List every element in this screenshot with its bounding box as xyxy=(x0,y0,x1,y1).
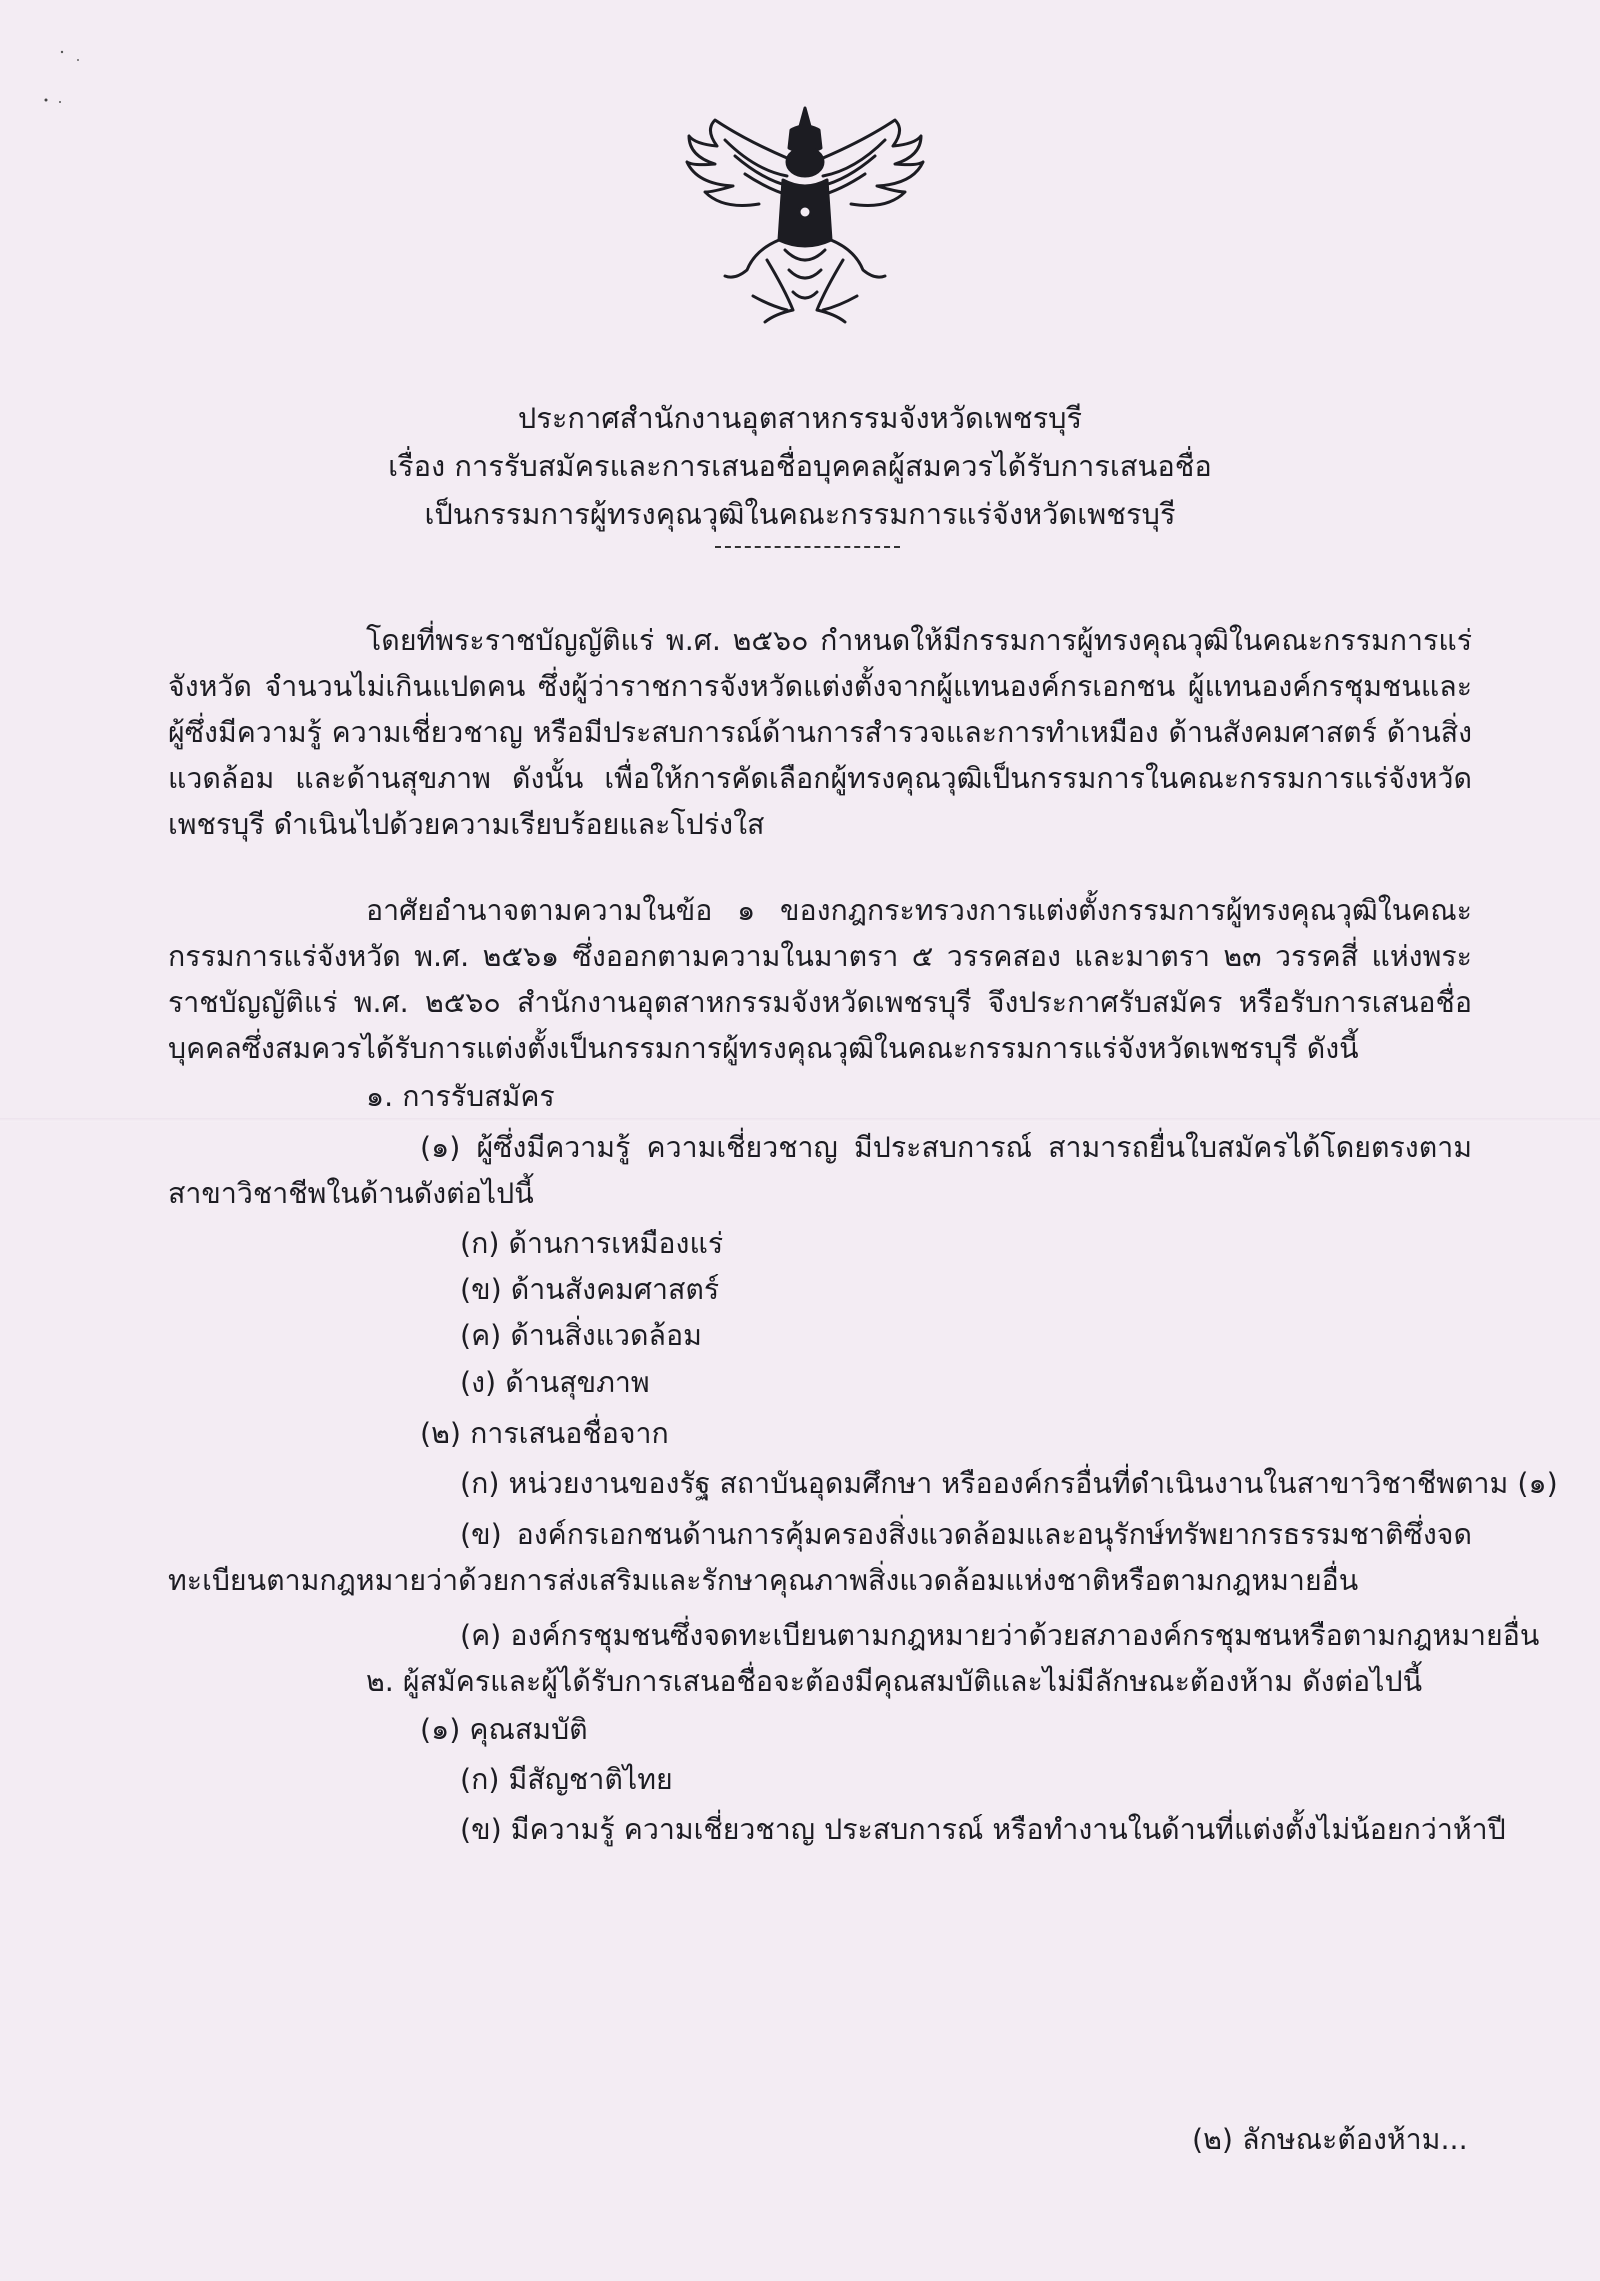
paragraph-preamble: โดยที่พระราชบัญญัติแร่ พ.ศ. ๒๕๖๐ กำหนดให้มีกรรมการผู้ทรงคุณวุฒิในคณะกรรมการแร่จังหวัด จำนวนไม่เกินแปดคน ซึ่งผู้ว่าราชการจังหวัดแต่งตั้งจากผู้แทนองค์กรเอกชน ผู้แทนองค์กรชุมชนและผู้ซึ่งมีความรู้ ความเชี่ยวชาญ หรือมีประสบการณ์ด้านการสำรวจและการทำเหมือง ด้านสังคมศาสตร์ ด้านสิ่งแวดล้อม และด้านสุขภาพ ดังนั้น เพื่อให้การคัดเลือกผู้ทรงคุณวุฒิเป็นกรรมการในคณะกรรมการแร่จังหวัดเพชรบุรี ดำเนินไปด้วยความเรียบร้อยและโปร่งใส xyxy=(168,624,1472,841)
paragraph-authority: อาศัยอำนาจตามความในข้อ ๑ ของกฎกระทรวงการแต่งตั้งกรรมการผู้ทรงคุณวุฒิในคณะกรรมการแร่จังหวัด พ.ศ. ๒๕๖๑ ซึ่งออกตามความในมาตรา ๕ วรรคสอง และมาตรา ๒๓ วรรคสี่ แห่งพระราชบัญญัติแร่ พ.ศ. ๒๕๖๐ สำนักงานอุตสาหกรรมจังหวัดเพชรบุรี จึงประกาศรับสมัคร หรือรับการเสนอชื่อบุคคลซึ่งสมควรได้รับการแต่งตั้งเป็นกรรมการผู้ทรงคุณวุฒิในคณะกรรมการแร่จังหวัดเพชรบุรี ดังนี้ xyxy=(168,894,1472,1065)
announcement-title: ประกาศสำนักงานอุตสาหกรรมจังหวัดเพชรบุรี xyxy=(517,401,1083,435)
item-1-2-c: (ค) องค์กรชุมชนซึ่งจดทะเบียนตามกฎหมายว่าด้วยสภาองค์กรชุมชนหรือตามกฎหมายอื่น xyxy=(460,1619,1540,1652)
announcement-subject: เรื่อง การรับสมัครและการเสนอชื่อบุคคลผู้สมควรได้รับการเสนอชื่อ xyxy=(388,449,1212,483)
title-divider xyxy=(715,546,900,548)
item-1-2: (๒) การเสนอชื่อจาก xyxy=(420,1417,669,1450)
item-2-1-b: (ข) มีความรู้ ความเชี่ยวชาญ ประสบการณ์ หรือทำงานในด้านที่แต่งตั้งไม่น้อยกว่าห้าปี xyxy=(460,1813,1506,1846)
item-1-1-c: (ค) ด้านสิ่งแวดล้อม xyxy=(460,1319,702,1352)
item-2-1: (๑) คุณสมบัติ xyxy=(420,1713,588,1746)
page-continuation: (๒) ลักษณะต้องห้าม... xyxy=(1192,2123,1468,2156)
item-1-1-d: (ง) ด้านสุขภาพ xyxy=(460,1366,650,1399)
garuda-emblem xyxy=(675,100,935,340)
paper-fold xyxy=(0,1118,1600,1122)
item-1-1: (๑) ผู้ซึ่งมีความรู้ ความเชี่ยวชาญ มีประสบการณ์ สามารถยื่นใบสมัครได้โดยตรงตามสาขาวิชาชีพในด้านดังต่อไปนี้ xyxy=(168,1131,1472,1210)
item-1-1-b: (ข) ด้านสังคมศาสตร์ xyxy=(460,1273,720,1306)
announcement-subject-cont: เป็นกรรมการผู้ทรงคุณวุฒิในคณะกรรมการแร่จังหวัดเพชรบุรี xyxy=(424,497,1176,531)
item-1-2-b: (ข) องค์กรเอกชนด้านการคุ้มครองสิ่งแวดล้อมและอนุรักษ์ทรัพยากรธรรมชาติซึ่งจดทะเบียนตามกฎหมายว่าด้วยการส่งเสริมและรักษาคุณภาพสิ่งแวดล้อมแห่งชาติหรือตามกฎหมายอื่น xyxy=(168,1518,1472,1597)
section-1-heading: ๑. การรับสมัคร xyxy=(366,1080,555,1113)
item-1-2-a: (ก) หน่วยงานของรัฐ สถาบันอุดมศึกษา หรือองค์กรอื่นที่ดำเนินงานในสาขาวิชาชีพตาม (๑) xyxy=(460,1467,1558,1500)
item-2-1-a: (ก) มีสัญชาติไทย xyxy=(460,1763,673,1796)
scan-specks xyxy=(40,40,120,120)
section-2-heading: ๒. ผู้สมัครและผู้ได้รับการเสนอชื่อจะต้องมีคุณสมบัติและไม่มีลักษณะต้องห้าม ดังต่อไปนี้ xyxy=(366,1665,1423,1698)
item-1-1-a: (ก) ด้านการเหมืองแร่ xyxy=(460,1227,724,1260)
